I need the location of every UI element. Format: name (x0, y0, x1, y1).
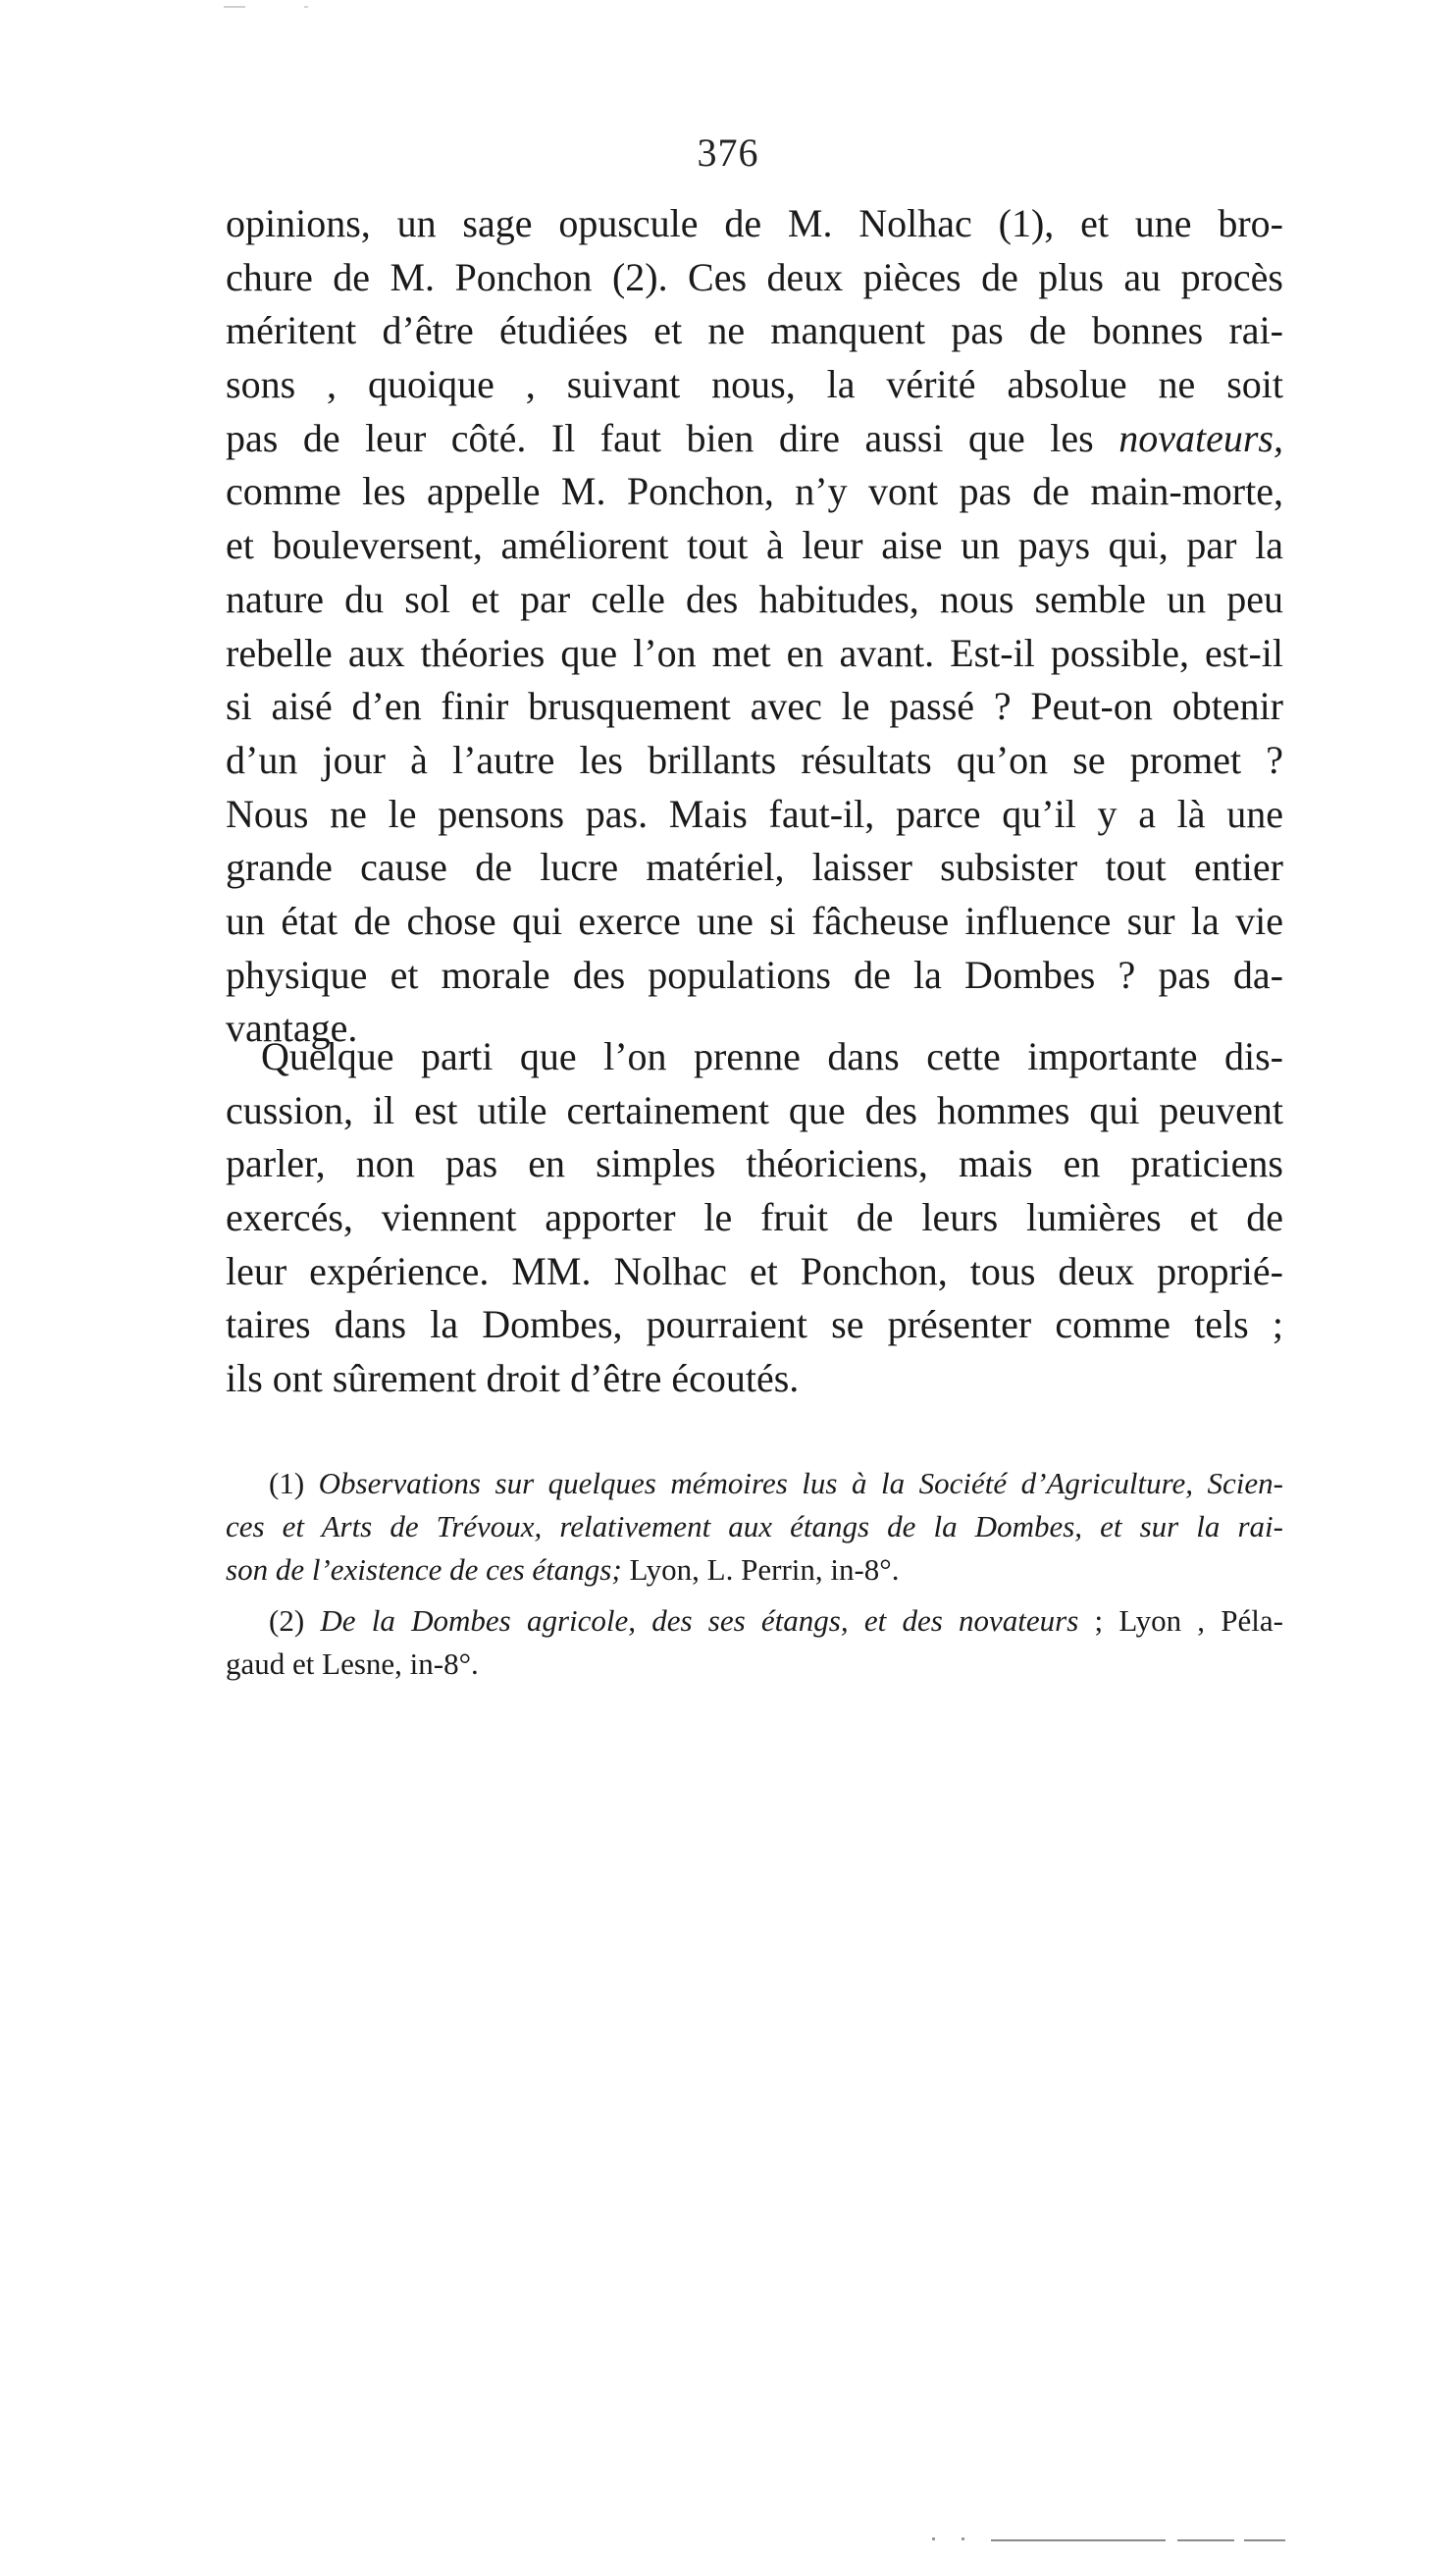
text-line: Quelque parti que l’on prenne dans cette importante dis- (261, 1034, 1283, 1078)
footnote-imprint: ; Lyon , Péla- (1078, 1603, 1283, 1638)
text-line: vantage. (226, 1006, 358, 1051)
text-line: rebelle aux théories que l’on met en avant. Est-il possible, est-il (226, 630, 1283, 675)
text-line: d’un jour à l’autre les brillants résultats qu’on se promet ? (226, 737, 1283, 782)
italic-term: novateurs, (1118, 415, 1283, 460)
text-line: leur expérience. MM. Nolhac et Ponchon, tous deux proprié- (226, 1248, 1283, 1293)
text-line: physique et morale des populations de la Dombes ? pas da- (226, 952, 1283, 997)
footnote-title: son de l’existence de ces étangs; (226, 1552, 622, 1587)
footnote-imprint: Lyon, L. Perrin, in-8°. (621, 1552, 900, 1587)
text-line: chure de M. Ponchon (2). Ces deux pièces de plus au procès (226, 254, 1283, 299)
scan-rule (991, 2539, 1166, 2541)
scan-mark (932, 2537, 935, 2540)
text-segment: pas de leur côté. Il faut bien dire aussi que les (226, 415, 1119, 460)
footnote-title: Observations sur quelques mémoires lus à la Société d’Agriculture, Scien- (318, 1466, 1283, 1500)
text-line: un état de chose qui exerce une si fâcheuse influence sur la vie (226, 898, 1283, 943)
footnote-2-line (226, 1599, 1283, 1643)
footnote-marker: (1) (269, 1466, 319, 1500)
text-line: et bouleversent, améliorent tout à leur aise un pays qui, par la (226, 523, 1283, 568)
page-number: 376 (697, 131, 759, 175)
text-line (226, 412, 1283, 466)
scan-mark (962, 2537, 964, 2540)
text-line: ils ont sûrement droit d’être écoutés. (226, 1356, 800, 1401)
text-line: méritent d’être étudiées et ne manquent pas de bonnes rai- (226, 308, 1283, 353)
text-line: nature du sol et par celle des habitudes, nous semble un peu (226, 576, 1283, 621)
text-line: opinions, un sage opuscule de M. Nolhac (1), et une bro- (226, 201, 1283, 245)
scan-rule (1177, 2539, 1234, 2541)
text-line: exercés, viennent apporter le fruit de leurs lumières et de (226, 1195, 1283, 1240)
footnote-title: ces et Arts de Trévoux, relativement aux étangs de la Dombes, et sur la rai- (226, 1509, 1283, 1543)
text-line: parler, non pas en simples théoriciens, mais en praticiens (226, 1141, 1283, 1186)
text-line: comme les appelle M. Ponchon, n’y vont pas de main-morte, (226, 469, 1283, 514)
scan-mark (224, 6, 245, 8)
paragraph-2 (226, 1030, 1283, 1406)
text-line: grande cause de lucre matériel, laisser subsister tout entier (226, 845, 1283, 890)
paragraph-1 (226, 197, 1283, 1056)
footnote-1-line (226, 1462, 1283, 1505)
scan-rule (1244, 2539, 1285, 2541)
footnotes (226, 1462, 1283, 1686)
footnote-title: De la Dombes agricole, des ses étangs, et des novateurs (320, 1603, 1079, 1638)
text-line: sons , quoique , suivant nous, la vérité absolue ne soit (226, 362, 1283, 407)
scan-mark (304, 6, 308, 8)
text-line: Nous ne le pensons pas. Mais faut-il, parce qu’il y a là une (226, 791, 1283, 836)
footnote-marker: (2) (269, 1603, 321, 1638)
text-line: taires dans la Dombes, pourraient se présenter comme tels ; (226, 1302, 1283, 1347)
text-line: si aisé d’en finir brusquement avec le passé ? Peut-on obtenir (226, 684, 1283, 729)
text-line: cussion, il est utile certainement que des hommes qui peuvent (226, 1087, 1283, 1132)
footnote-1-line (226, 1505, 1283, 1548)
footnote-1-line (226, 1548, 1283, 1592)
footnote-2-line: gaud et Lesne, in-8°. (226, 1646, 479, 1681)
